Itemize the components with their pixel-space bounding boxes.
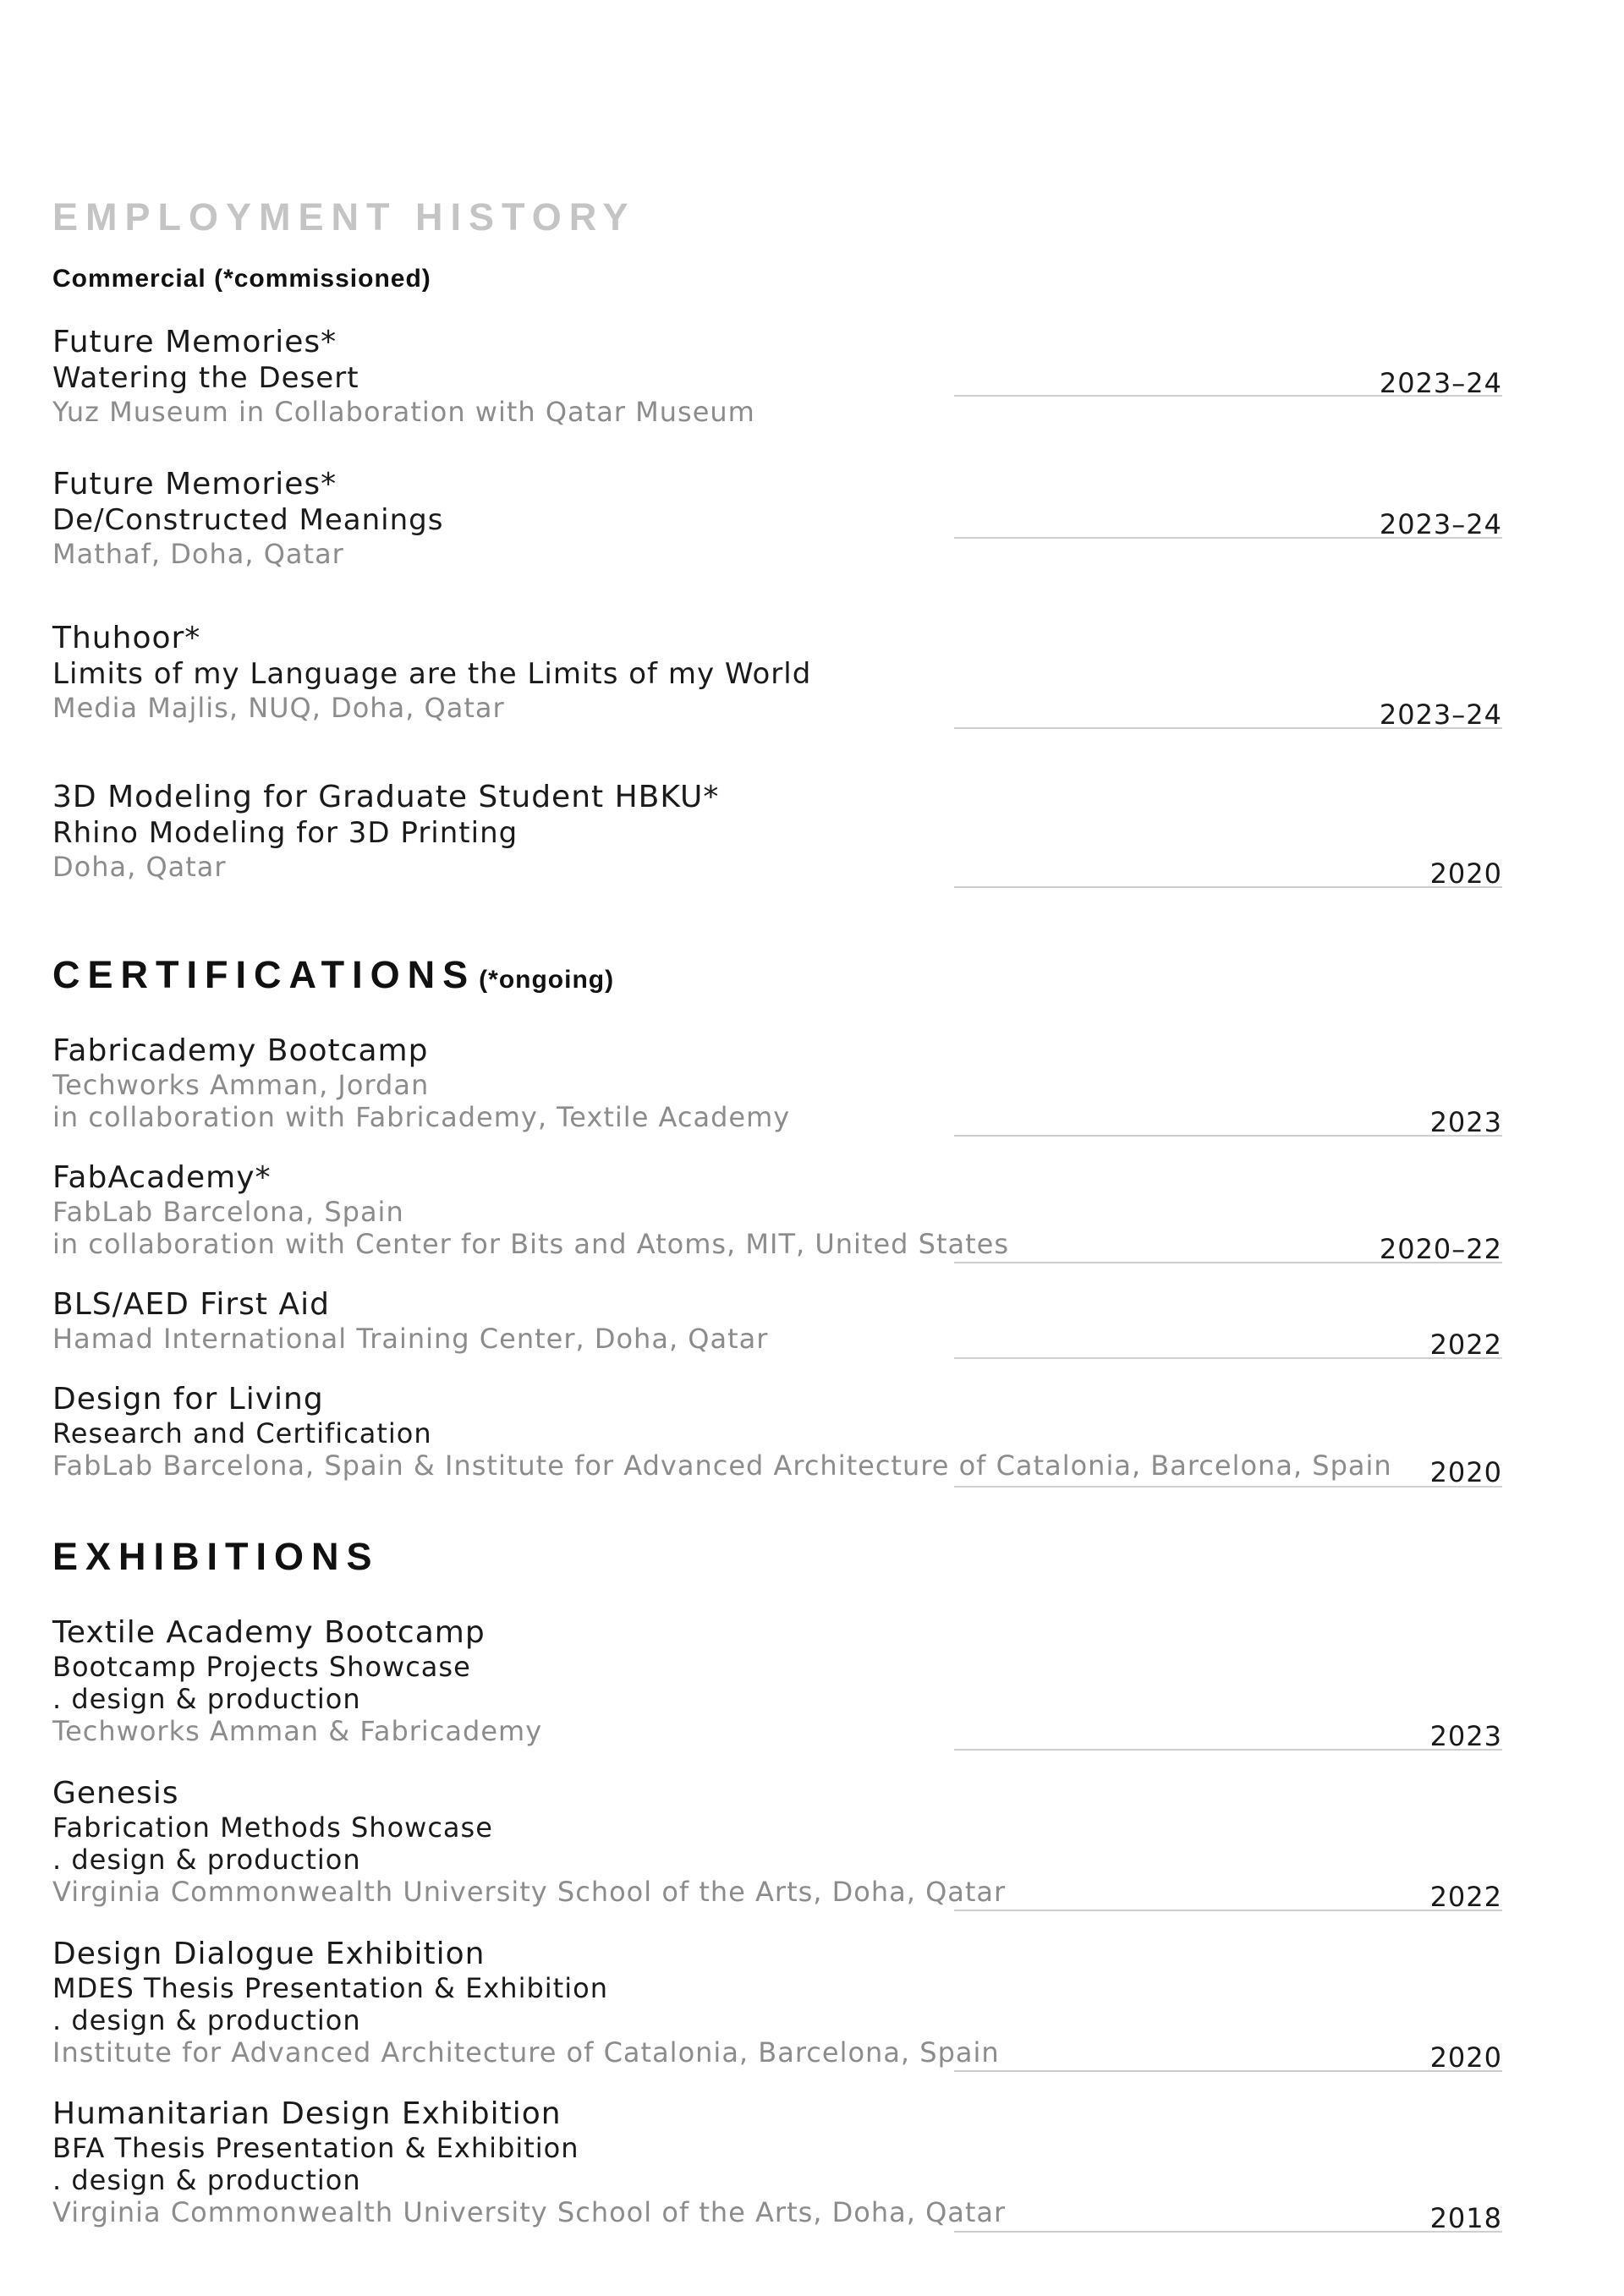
entry-subtitle: Bootcamp Projects Showcase: [52, 1651, 471, 1683]
divider-line: [954, 1486, 1502, 1488]
entry-role: . design & production: [52, 1844, 361, 1876]
entry-title: Humanitarian Design Exhibition: [52, 2096, 562, 2131]
divider-line: [954, 1357, 1502, 1359]
entry-location: Techworks Amman & Fabricademy: [52, 1715, 543, 1747]
divider-line: [954, 1749, 1502, 1751]
entry-subtitle: Watering the Desert: [52, 361, 359, 395]
certifications-heading: CERTIFICATIONS: [52, 953, 476, 996]
entry-year: 2020: [1429, 2041, 1502, 2074]
entry-year: 2023–24: [1379, 699, 1502, 731]
certifications-note: (*ongoing): [479, 966, 615, 994]
entry-location: Media Majlis, NUQ, Doha, Qatar: [52, 692, 505, 724]
entry-year: 2020: [1429, 858, 1502, 890]
entry-year: 2020–22: [1379, 1233, 1502, 1265]
employment-subheading: Commercial (*commissioned): [52, 265, 431, 293]
entry-subtitle: Limits of my Language are the Limits of my World: [52, 657, 812, 691]
divider-line: [954, 1135, 1502, 1137]
entry-subtitle: De/Constructed Meanings: [52, 503, 444, 537]
entry-title: Design for Living: [52, 1382, 324, 1417]
entry-year: 2022: [1429, 1881, 1502, 1913]
entry-title: 3D Modeling for Graduate Student HBKU*: [52, 780, 720, 814]
divider-line: [954, 886, 1502, 888]
entry-title: Design Dialogue Exhibition: [52, 1937, 486, 1971]
entry-subtitle: Rhino Modeling for 3D Printing: [52, 816, 518, 850]
entry-location: Virginia Commonwealth University School of the Arts, Doha, Qatar: [52, 2196, 1007, 2228]
entry-year: 2023: [1429, 1106, 1502, 1138]
entry-location: Yuz Museum in Collaboration with Qatar Museum: [52, 396, 755, 428]
entry-title: Textile Academy Bootcamp: [52, 1615, 486, 1650]
divider-line: [954, 1910, 1502, 1911]
entry-role: . design & production: [52, 1683, 361, 1715]
entry-location: Techworks Amman, Jordan: [52, 1069, 430, 1101]
entry-location: Doha, Qatar: [52, 851, 227, 883]
entry-title: Future Memories*: [52, 467, 337, 501]
entry-location: Mathaf, Doha, Qatar: [52, 538, 344, 570]
entry-year: 2018: [1429, 2202, 1502, 2234]
entry-role: . design & production: [52, 2164, 361, 2196]
divider-line: [954, 2231, 1502, 2233]
entry-title: Future Memories*: [52, 325, 337, 359]
entry-location: Institute for Advanced Architecture of Catalonia, Barcelona, Spain: [52, 2036, 1000, 2069]
entry-year: 2023–24: [1379, 367, 1502, 399]
entry-location: Hamad International Training Center, Doha, Qatar: [52, 1323, 769, 1355]
certifications-heading-row: [52, 953, 615, 996]
entry-role: . design & production: [52, 2004, 361, 2036]
entry-title: FabAcademy*: [52, 1160, 272, 1195]
entry-title: Fabricademy Bootcamp: [52, 1033, 429, 1068]
employment-heading: EMPLOYMENT HISTORY: [52, 195, 636, 238]
entry-detail: in collaboration with Fabricademy, Textile Academy: [52, 1101, 791, 1133]
exhibitions-heading: EXHIBITIONS: [52, 1535, 380, 1578]
entry-title: Thuhoor*: [52, 621, 201, 655]
entry-year: 2022: [1429, 1329, 1502, 1361]
entry-detail: in collaboration with Center for Bits and Atoms, MIT, United States: [52, 1228, 1010, 1260]
entry-location: FabLab Barcelona, Spain: [52, 1196, 404, 1228]
entry-title: BLS/AED First Aid: [52, 1287, 330, 1322]
divider-line: [954, 2070, 1502, 2072]
entry-subtitle: Research and Certification: [52, 1417, 432, 1449]
entry-subtitle: Fabrication Methods Showcase: [52, 1811, 493, 1844]
entry-location: FabLab Barcelona, Spain & Institute for Advanced Architecture of Catalonia, Barcelona, Spain: [52, 1449, 1392, 1482]
entry-year: 2023: [1429, 1720, 1502, 1752]
entry-subtitle: MDES Thesis Presentation & Exhibition: [52, 1972, 608, 2004]
entry-year: 2023–24: [1379, 508, 1502, 540]
entry-title: Genesis: [52, 1776, 179, 1811]
entry-location: Virginia Commonwealth University School of the Arts, Doha, Qatar: [52, 1876, 1007, 1908]
entry-year: 2020: [1429, 1456, 1502, 1488]
entry-subtitle: BFA Thesis Presentation & Exhibition: [52, 2132, 579, 2164]
